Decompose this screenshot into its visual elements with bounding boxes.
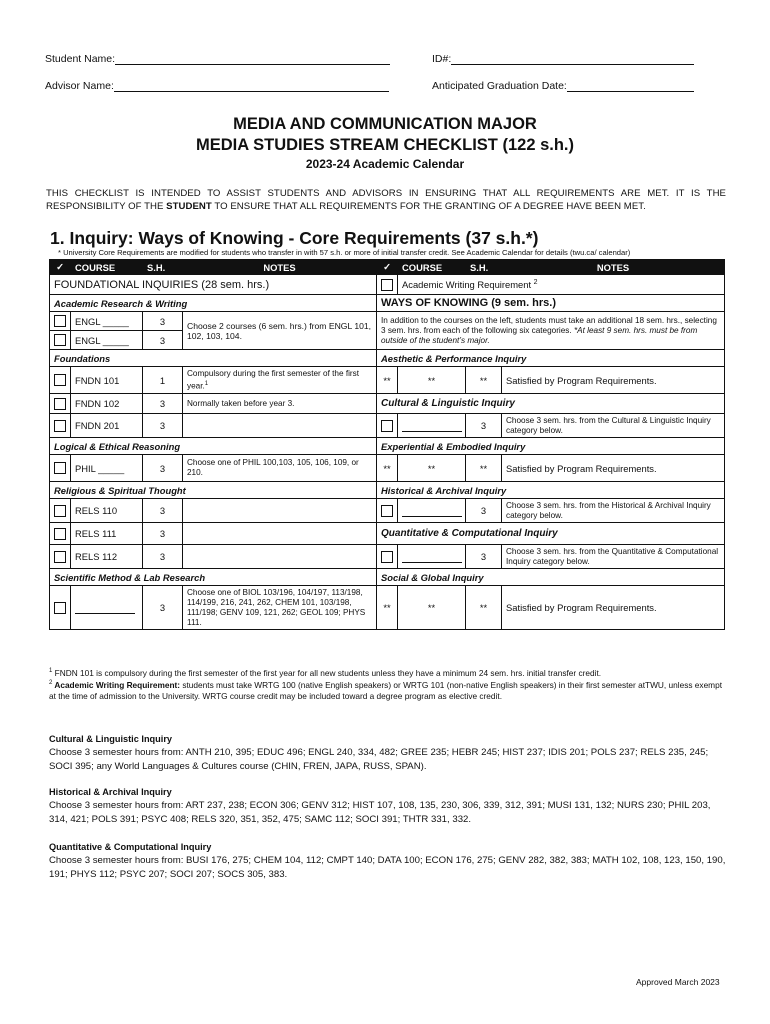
phil-sh: 3 — [143, 455, 183, 482]
quant-block — [49, 840, 729, 882]
experiential-heading: Experiential & Embodied Inquiry — [377, 438, 725, 455]
table-row — [50, 350, 725, 367]
social-heading: Social & Global Inquiry — [377, 569, 725, 586]
grad-date-line[interactable] — [567, 80, 694, 92]
engl2-sh: 3 — [143, 331, 183, 350]
experiential-sh: ** — [466, 455, 502, 482]
fndn101-checkbox[interactable] — [54, 374, 66, 386]
fndn201-course: FNDN 201 — [71, 414, 143, 438]
academic-heading: Academic Research & Writing — [50, 295, 377, 312]
historical-course-blank[interactable] — [402, 506, 462, 517]
historical-heading: Historical & Archival Inquiry — [377, 482, 725, 499]
wok-heading: WAYS OF KNOWING (9 sem. hrs.) — [377, 295, 725, 312]
table-row — [50, 455, 725, 482]
table-row — [50, 367, 725, 394]
cultural-heading: Cultural & Linguistic Inquiry — [377, 394, 725, 414]
sh-header: S.H. — [143, 260, 183, 275]
table-header-row — [50, 260, 725, 275]
experiential-course: ** — [398, 455, 466, 482]
id-line[interactable] — [451, 53, 694, 65]
awr-checkbox[interactable] — [381, 279, 393, 291]
id-label: ID#: — [432, 53, 452, 65]
engl1-course[interactable]: ENGL _____ — [71, 312, 143, 331]
course-header: COURSE — [71, 260, 143, 275]
rels112-sh: 3 — [143, 545, 183, 569]
fndn101-note: Compulsory during the first semester of the first year.$^1$ — [183, 367, 377, 394]
aesthetic-sh: ** — [466, 367, 502, 394]
experiential-check: ** — [377, 455, 398, 482]
wok-note: In addition to the courses on the left, students must take an additional 18 sem. hrs., selecting 3 sem. hrs. from each of the following six categories. *At least 9 sem. hrs. must be from outside of the student’s major. — [377, 312, 725, 350]
rels110-checkbox[interactable] — [54, 505, 66, 517]
quant-heading: Quantitative & Computational Inquiry — [377, 523, 725, 545]
historical-block — [49, 785, 729, 827]
aesthetic-check: ** — [377, 367, 398, 394]
section-heading: 1. Inquiry: Ways of Knowing - Core Requirements (37 s.h.*) — [50, 228, 539, 248]
sh-header-right: S.H. — [466, 260, 502, 275]
table-row — [50, 545, 725, 569]
table-row — [50, 394, 725, 414]
social-sh: ** — [466, 586, 502, 630]
quant-block-heading: Quantitative & Computational Inquiry — [49, 842, 212, 852]
quant-checkbox[interactable] — [381, 551, 393, 563]
quant-note: Choose 3 sem. hrs. from the Quantitative & Computational Inquiry category below. — [502, 545, 725, 569]
cultural-block — [49, 732, 729, 774]
sci-note: Choose one of BIOL 103/196, 104/197, 113/198, 114/199, 216, 241, 262, CHEM 101, 103/198, 111/198; GENV 109, 121, 262; GEOL 109; PHYS 111. — [183, 586, 377, 630]
phil-checkbox[interactable] — [54, 462, 66, 474]
sci-checkbox[interactable] — [54, 602, 66, 614]
quant-sh: 3 — [466, 545, 502, 569]
sci-course-blank[interactable] — [75, 603, 135, 614]
fndn201-sh: 3 — [143, 414, 183, 438]
foundations-heading: Foundations — [50, 350, 377, 367]
cultural-sh: 3 — [466, 414, 502, 438]
advisor-name-field[interactable] — [45, 80, 389, 92]
experiential-note: Satisfied by Program Requirements. — [502, 455, 725, 482]
rels110-sh: 3 — [143, 499, 183, 523]
cultural-block-heading: Cultural & Linguistic Inquiry — [49, 734, 173, 744]
historical-note: Choose 3 sem. hrs. from the Historical & Archival Inquiry category below. — [502, 499, 725, 523]
footnote-2: $^2$ Academic Writing Requirement: students must take WRTG 100 (native English speakers) or WRTG 101 (non-native English speakers) in their first semester atTWU, unless exempt at the time of admission to the University. WRTG course credit may be included toward a degree program as elective credit. — [49, 680, 723, 701]
table-row — [50, 482, 725, 499]
student-name-label: Student Name: — [45, 53, 116, 65]
social-note: Satisfied by Program Requirements. — [502, 586, 725, 630]
fndn102-sh: 3 — [143, 394, 183, 414]
historical-block-text: Choose 3 semester hours from: ART 237, 238; ECON 306; GENV 312; HIST 107, 108, 135, 230, 306, 339, 312, 391; MUSI 131, 132; NURS 230; PHIL 203, 314, 421; POLS 391; PSYC 408; RELS 320, 351, 352, 475; SAMC 112; SOCI 391; THTR 331, 332. — [49, 800, 711, 825]
engl1-sh: 3 — [143, 312, 183, 331]
table-row — [50, 586, 725, 630]
approved-date: Approved March 2023 — [636, 977, 720, 987]
awr-label: Academic Writing Requirement $^2$ — [398, 275, 725, 295]
phil-course[interactable]: PHIL _____ — [71, 455, 143, 482]
check-header-right: ✓ — [377, 260, 398, 275]
quant-block-text: Choose 3 semester hours from: BUSI 176, 275; CHEM 104, 112; CMPT 140; DATA 100; ECON 176, 275; GENV 282, 382, 383; MATH 102, 108, 123, 150, 190, 191; PHYS 112; PSYC 207; SOCI 207; SOCS 305, 383. — [49, 855, 726, 880]
notes-header: NOTES — [183, 260, 377, 275]
engl1-checkbox[interactable] — [54, 315, 66, 327]
logical-heading: Logical & Ethical Reasoning — [50, 438, 377, 455]
fndn201-checkbox[interactable] — [54, 420, 66, 432]
aesthetic-note: Satisfied by Program Requirements. — [502, 367, 725, 394]
student-name-line[interactable] — [115, 53, 390, 65]
id-field[interactable] — [432, 53, 694, 65]
historical-sh: 3 — [466, 499, 502, 523]
title-calendar: 2023-24 Academic Calendar — [305, 157, 465, 171]
cultural-block-text: Choose 3 semester hours from: ANTH 210, 395; EDUC 496; ENGL 240, 334, 482; GREE 235; HEBR 245; HIST 237; IDIS 201; POLS 237; RELS 235, 245; SOCI 395; any World Languages & Cultures course (CHIN, FREN, JAPA, RUSS, SPAN). — [49, 747, 709, 772]
intro-paragraph: THIS CHECKLIST IS INTENDED TO ASSIST STUDENTS AND ADVISORS IN ENSURING THAT ALL REQUIREMENTS ARE MET. IT IS THE RESPONSIBILITY OF THE STUDENT TO ENSURE THAT ALL REQUIREMENTS FOR THE GRANTING OF A DEGREE HAVE BEEN MET. — [46, 188, 726, 212]
notes-header-right: NOTES — [502, 260, 725, 275]
student-name-field[interactable] — [45, 53, 390, 65]
fndn102-note: Normally taken before year 3. — [183, 394, 377, 414]
historical-block-heading: Historical & Archival Inquiry — [49, 787, 172, 797]
advisor-name-label: Advisor Name: — [45, 80, 114, 92]
quant-course-blank[interactable] — [402, 552, 462, 563]
fndn101-sh: 1 — [143, 367, 183, 394]
footnotes — [49, 666, 729, 701]
aesthetic-course: ** — [398, 367, 466, 394]
table-row — [50, 438, 725, 455]
sci-sh: 3 — [143, 586, 183, 630]
table-row — [50, 295, 725, 312]
table-row — [50, 569, 725, 586]
cultural-note: Choose 3 sem. hrs. from the Cultural & Linguistic Inquiry category below. — [502, 414, 725, 438]
engl2-course[interactable]: ENGL _____ — [71, 331, 143, 350]
footnote-1: $^1$ FNDN 101 is compulsory during the first semester of the first year for all new students unless they have a minimum 24 sem. hrs. initial transfer credit. — [49, 667, 602, 678]
fndn102-course: FNDN 102 — [71, 394, 143, 414]
fndn201-note — [183, 414, 377, 438]
aesthetic-heading: Aesthetic & Performance Inquiry — [377, 350, 725, 367]
scientific-heading: Scientific Method & Lab Research — [50, 569, 377, 586]
check-header: ✓ — [50, 260, 71, 275]
rels112-checkbox[interactable] — [54, 551, 66, 563]
table-row — [50, 275, 725, 295]
table-row — [50, 414, 725, 438]
fndn102-checkbox[interactable] — [54, 398, 66, 410]
rels111-checkbox[interactable] — [54, 528, 66, 540]
table-row — [50, 312, 725, 331]
title-checklist: MEDIA STUDIES STREAM CHECKLIST (122 s.h.) — [195, 136, 574, 154]
table-row — [50, 523, 725, 545]
fndn101-course: FNDN 101 — [71, 367, 143, 394]
engl2-checkbox[interactable] — [54, 334, 66, 346]
cultural-checkbox[interactable] — [381, 420, 393, 432]
social-check: ** — [377, 586, 398, 630]
social-course: ** — [398, 586, 466, 630]
cultural-course-blank[interactable] — [402, 421, 462, 432]
rels112-course: RELS 112 — [71, 545, 143, 569]
grad-date-field[interactable] — [432, 80, 694, 92]
grad-date-label: Anticipated Graduation Date: — [432, 80, 567, 92]
phil-note: Choose one of PHIL 100,103, 105, 106, 109, or 210. — [183, 455, 377, 482]
rels111-sh: 3 — [143, 523, 183, 545]
religious-heading: Religious & Spiritual Thought — [50, 482, 377, 499]
rels110-course: RELS 110 — [71, 499, 143, 523]
foundational-heading: FOUNDATIONAL INQUIRIES (28 sem. hrs.) — [50, 275, 377, 295]
rels111-course: RELS 111 — [71, 523, 143, 545]
course-header-right: COURSE — [398, 260, 466, 275]
requirements-table — [49, 259, 725, 630]
historical-checkbox[interactable] — [381, 505, 393, 517]
advisor-name-line[interactable] — [114, 80, 389, 92]
title-major: MEDIA AND COMMUNICATION MAJOR — [233, 115, 537, 133]
engl-note: Choose 2 courses (6 sem. hrs.) from ENGL 101, 102, 103, 104. — [183, 312, 377, 350]
section-note: * University Core Requirements are modified for students who transfer in with 57 s.h. or more of initial transfer credit. See Academic Calendar for details (twu.ca/ calendar) — [58, 248, 631, 257]
table-row — [50, 499, 725, 523]
